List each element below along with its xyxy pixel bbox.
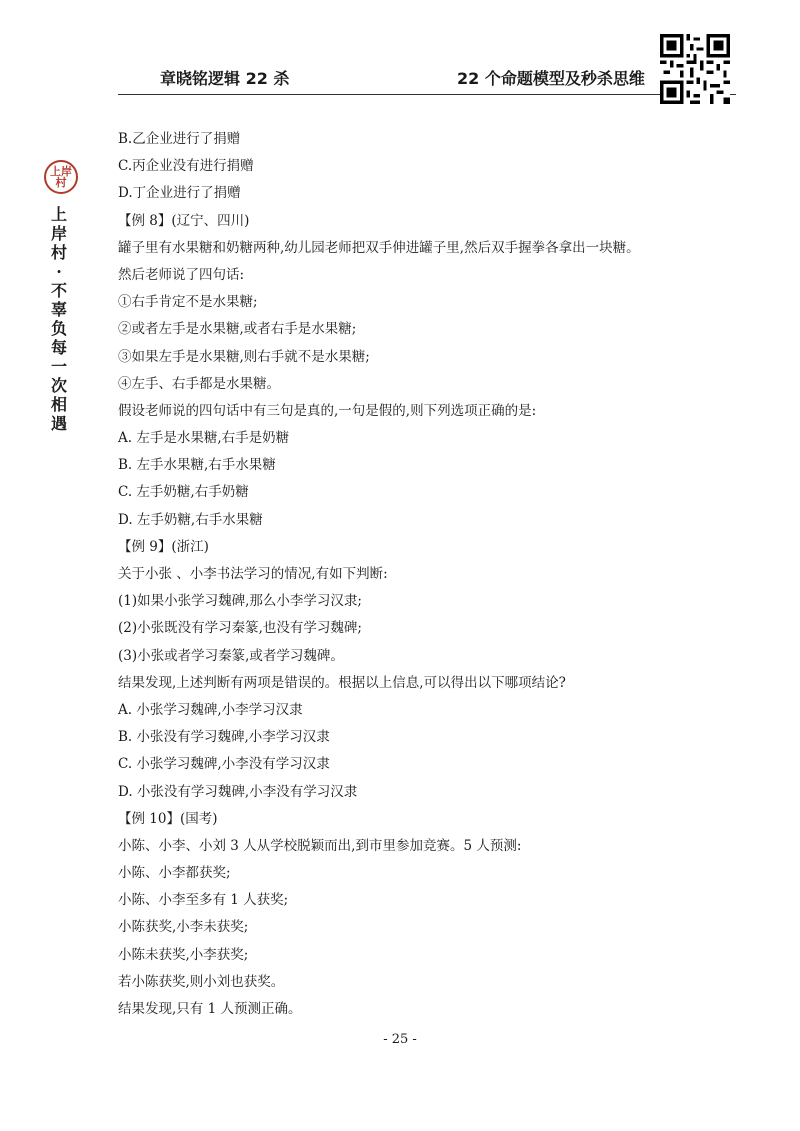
example-heading: 【例 10】(国考)	[118, 810, 218, 827]
answer-option: D. 小张没有学习魏碑,小李没有学习汉隶	[118, 783, 358, 800]
seal-text: 上岸村	[50, 165, 72, 189]
text-line: 关于小张 、小李书法学习的情况,有如下判断:	[118, 566, 388, 582]
answer-option: C. 小张学习魏碑,小李没有学习汉隶	[118, 756, 330, 773]
text-line: 然后老师说了四句话:	[118, 266, 245, 283]
answer-option: B. 左手水果糖,右手水果糖	[118, 457, 276, 474]
text-line: 若小陈获奖,则小刘也获奖。	[118, 973, 285, 990]
answer-option: A. 左手是水果糖,右手是奶糖	[118, 430, 290, 447]
header-title-left: 章晓铭逻辑 22 杀	[160, 69, 290, 88]
text-line: D.丁企业进行了捐赠	[118, 185, 241, 202]
text-line: (1)如果小张学习魏碑,那么小李学习汉隶;	[118, 593, 362, 610]
page-number: - 25 -	[383, 1032, 417, 1047]
answer-option: D. 左手奶糖,右手水果糖	[118, 511, 263, 528]
answer-option: A. 小张学习魏碑,小李学习汉隶	[118, 701, 303, 718]
text-line: 小陈、小李至多有 1 人获奖;	[118, 892, 289, 909]
text-line: 小陈、小李、小刘 3 人从学校脱颖而出,到市里参加竞赛。5 人预测:	[118, 837, 522, 854]
text-line: ②或者左手是水果糖,或者右手是水果糖;	[118, 321, 357, 338]
text-line: ③如果左手是水果糖,则右手就不是水果糖;	[118, 348, 370, 365]
text-line: 小陈获奖,小李未获奖;	[118, 919, 249, 936]
text-line: 小陈未获奖,小李获奖;	[118, 946, 249, 963]
example-heading: 【例 9】(浙江)	[118, 538, 209, 555]
text-line: 假设老师说的四句话中有三句是真的,一句是假的,则下列选项正确的是:	[118, 402, 537, 419]
answer-option: B. 小张没有学习魏碑,小李学习汉隶	[118, 729, 330, 746]
text-line: B.乙企业进行了捐赠	[118, 131, 241, 147]
text-line: ④左手、右手都是水果糖。	[118, 375, 280, 392]
text-line: 小陈、小李都获奖;	[118, 865, 231, 882]
answer-option: C. 左手奶糖,右手奶糖	[118, 484, 249, 501]
text-line: 结果发现,只有 1 人预测正确。	[118, 1001, 302, 1017]
header-title-right: 22 个命题模型及秒杀思维	[457, 69, 645, 88]
text-line: ①右手肯定不是水果糖;	[118, 294, 258, 311]
text-line: C.丙企业没有进行捐赠	[118, 158, 254, 175]
example-heading: 【例 8】(辽宁、四川)	[118, 212, 250, 229]
qr-code-icon	[660, 34, 730, 104]
sidebar-slogan: 上岸村·不辜负每一次相遇	[50, 205, 67, 433]
text-line: 结果发现,上述判断有两项是错误的。根据以上信息,可以得出以下哪项结论?	[118, 674, 566, 691]
text-line: 罐子里有水果糖和奶糖两种,幼儿园老师把双手伸进罐子里,然后双手握拳各拿出一块糖。	[118, 239, 640, 256]
document-body	[118, 126, 728, 1023]
seal-stamp	[44, 160, 78, 194]
text-line: (3)小张或者学习秦篆,或者学习魏碑。	[118, 647, 344, 664]
text-line: (2)小张既没有学习秦篆,也没有学习魏碑;	[118, 620, 362, 637]
header-divider	[118, 94, 736, 95]
